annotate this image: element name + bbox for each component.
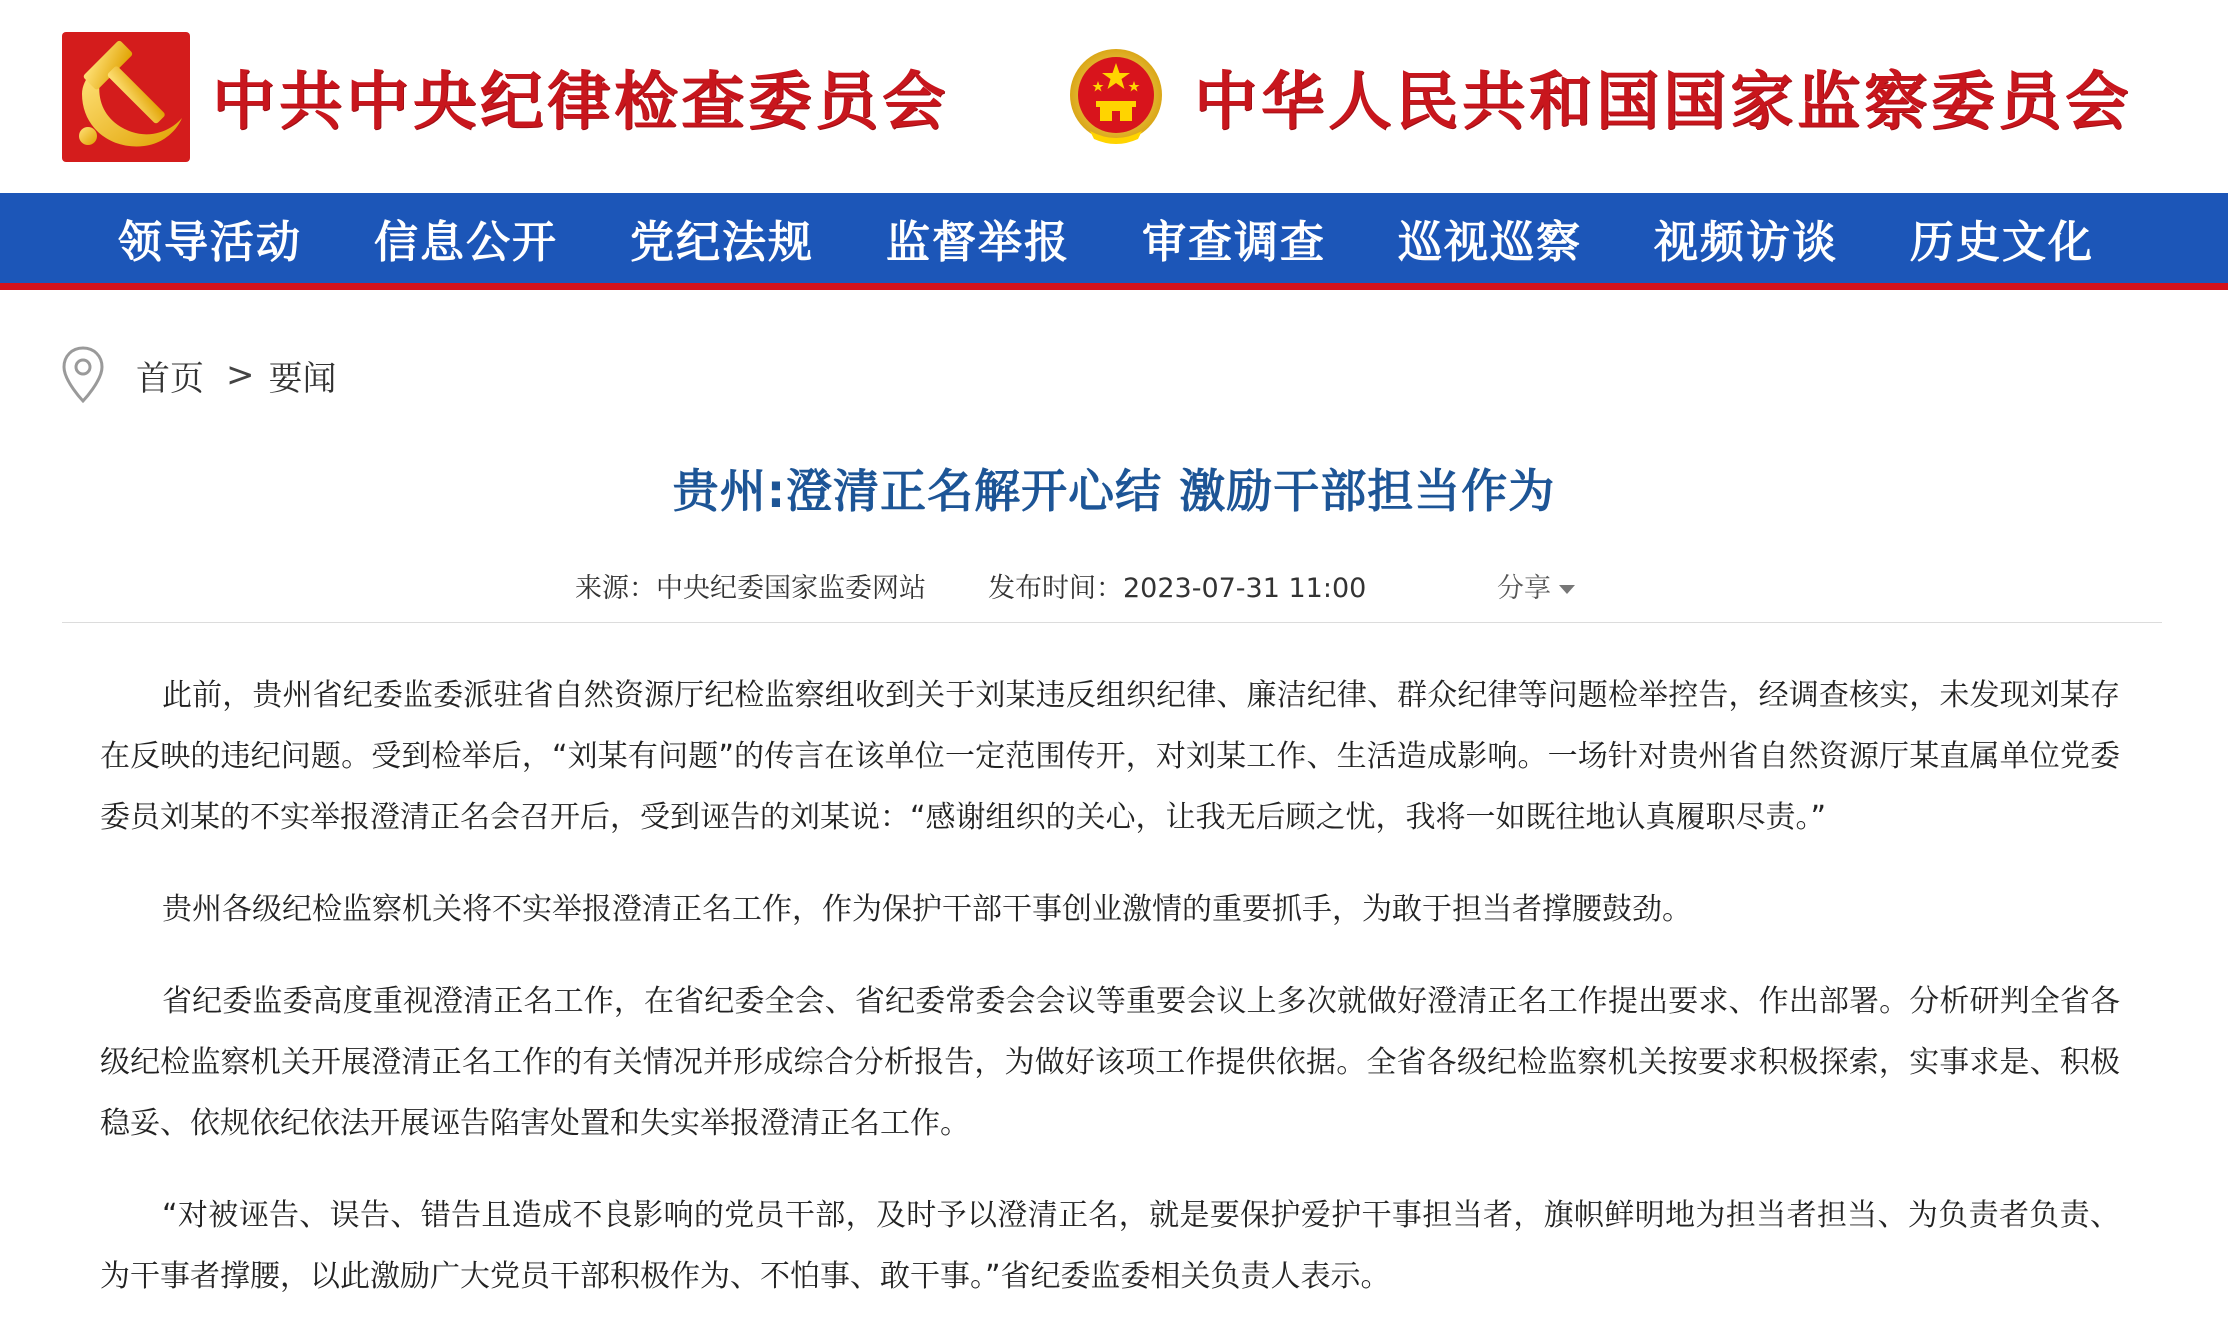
article-source: 来源：中央纪委国家监委网站 <box>575 573 926 604</box>
article-title: 贵州:澄清正名解开心结 激励干部担当作为 <box>672 464 1556 518</box>
article-paragraph: “对被诬告、误告、错告且造成不良影响的党员干部，及时予以澄清正名，就是要保护爱护干事担当者，旗帜鲜明地为担当者担当、为负责者负责、为干事者撑腰，以此激励广大党员干部积极作为、不怕事、敢干事。”省纪委监委相关负责人表示。 <box>100 1198 2120 1294</box>
main-nav <box>0 193 2228 283</box>
nav-item-leadership[interactable]: 领导活动 <box>118 217 302 268</box>
nsc-logo[interactable] <box>1068 0 2132 193</box>
breadcrumb-current-link[interactable]: 要闻 <box>268 358 337 399</box>
nav-accent-bar <box>0 283 2228 290</box>
article-paragraph: 贵州各级纪检监察机关将不实举报澄清正名工作，作为保护干部干事创业激情的重要抓手，为敢于担当者撑腰鼓劲。 <box>162 892 1692 927</box>
ccdi-logo[interactable] <box>62 0 949 193</box>
article-body <box>100 665 2120 1307</box>
nav-item-investigation[interactable]: 审查调查 <box>1142 217 1326 268</box>
party-emblem-icon <box>62 32 190 162</box>
nsc-site-name: 中华人民共和国国家监察委员会 <box>1194 64 2132 138</box>
article-publish-time: 发布时间：2023-07-31 11:00 <box>988 573 1367 604</box>
breadcrumb <box>60 344 337 406</box>
article-paragraph: 此前，贵州省纪委监委派驻省自然资源厅纪检监察组收到关于刘某违反组织纪律、廉洁纪律、群众纪律等问题检举控告，经调查核实，未发现刘某存在反映的违纪问题。受到检举后，“刘某有问题”的传言在该单位一定范围传开，对刘某工作、生活造成影响。一场针对贵州省自然资源厅某直属单位党委委员刘某的不实举报澄清正名会召开后，受到诬告的刘某说：“感谢组织的关心，让我无后顾之忧，我将一如既往地认真履职尽责。” <box>100 678 2120 835</box>
chevron-down-icon <box>1559 585 1575 594</box>
breadcrumb-separator: > <box>226 355 255 395</box>
article-paragraph: 省纪委监委高度重视澄清正名工作，在省纪委全会、省纪委常委会会议等重要会议上多次就做好澄清正名工作提出要求、作出部署。分析研判全省各级纪检监察机关开展澄清正名工作的有关情况并形成综合分析报告，为做好该项工作提供依据。全省各级纪检监察机关按要求积极探索，实事求是、积极稳妥、依规依纪依法开展诬告陷害处置和失实举报澄清正名工作。 <box>100 984 2120 1141</box>
nav-item-supervision-report[interactable]: 监督举报 <box>886 217 1070 268</box>
ccdi-site-name: 中共中央纪律检查委员会 <box>212 64 949 138</box>
share-label: 分享 <box>1497 573 1551 604</box>
national-emblem-icon <box>1068 47 1164 147</box>
share-button[interactable] <box>1497 566 1575 605</box>
site-header <box>0 0 2228 193</box>
location-pin-icon <box>60 345 106 405</box>
nav-item-video-interview[interactable]: 视频访谈 <box>1654 217 1838 268</box>
nav-item-info-disclosure[interactable]: 信息公开 <box>374 217 558 268</box>
nav-item-inspection[interactable]: 巡视巡察 <box>1398 217 1582 268</box>
nav-item-history-culture[interactable]: 历史文化 <box>1910 217 2094 268</box>
nav-item-regulations[interactable]: 党纪法规 <box>630 217 814 268</box>
divider <box>62 622 2162 623</box>
article-meta <box>0 566 2228 606</box>
breadcrumb-home-link[interactable]: 首页 <box>136 358 204 399</box>
